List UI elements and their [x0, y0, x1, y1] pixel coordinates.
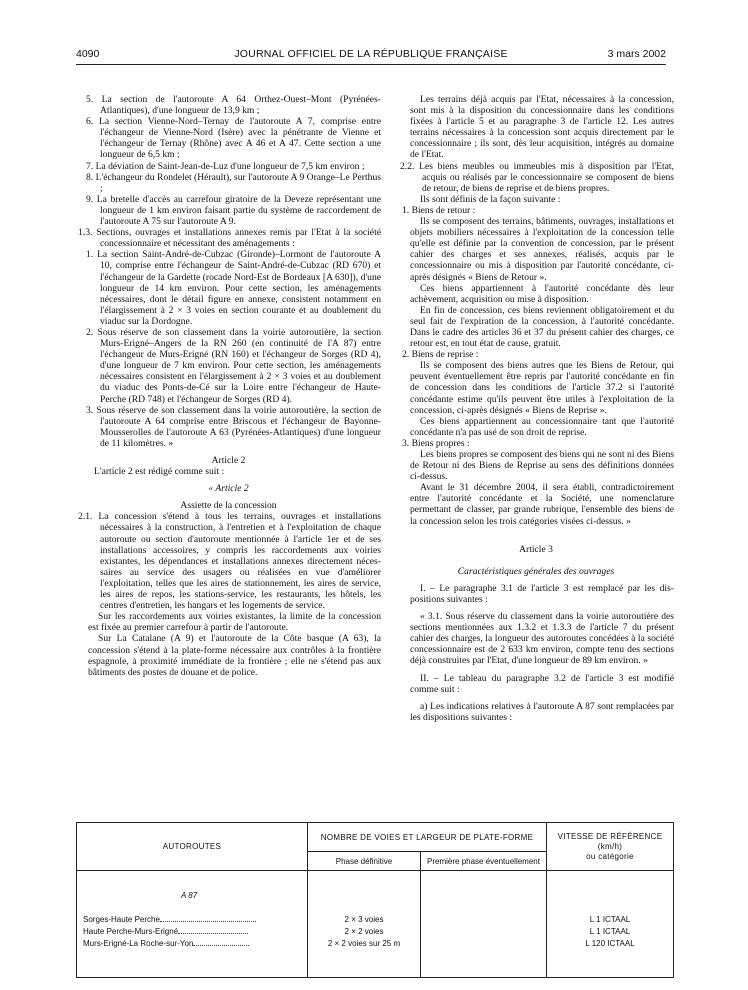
header-vitesse-title: VITESSE DE RÉFÉRENCE [557, 831, 663, 841]
paragraph: Ils se composent des biens autres que les Biens de Retour, qui peuvent éventuellement être repris par l'autorité concédante en fin de concession dans les conditions de l'article 37.2 si l'autorité concédante estime qu'ils peuvent être utiles à l'exploitation de la concession, ci-après désignés « Biens de Reprise ». [410, 360, 674, 416]
right-column [398, 94, 674, 723]
article-2-quote: « Article 2 [208, 483, 249, 495]
paragraph-2-2: 2.2. Les biens meubles ou immeubles mis à disposition par l'Etat, acquis ou réalisés par le concessionnaire se composent de biens de retour, de biens de reprise et de biens propres. [400, 160, 674, 194]
issue-date: 3 mars 2002 [607, 48, 666, 60]
header-phase-definitive: Phase définitive [308, 852, 421, 871]
list-item: 9. La bretelle d'accès au carrefour giratoire de la Deveze représentant une longueur de 1 km environ faisant partie du système de raccordement de l'autoroute A 75 sur l'autoroute A 9. [86, 193, 381, 228]
list-item: 1. La section Saint-André-de-Cubzac (Gironde)–Lormont de l'autoroute A 10, comprise entre l'échangeur de Saint-André-de-Cubzac (RD 670) et l'échangeur de la Gardette (rocade Nord-Est de Bordeaux [A 630]), d'une longueur de 14 km environ. Pour cette section, les aménagements nécessaires, dont le détail figure en annexe, consistent notamment en l'élargissement à 2 × 3 voies en section courante et au doublement du viaduc sur la Dordogne. [86, 249, 381, 327]
paragraph: a) Les indications relatives à l'autoroute A 87 sont remplacées par les dispositions suivantes : [410, 700, 674, 723]
row-vit-2: L 120 ICTAAL [585, 939, 635, 948]
paragraph: Ils sont définis de la façon suivante : [420, 193, 561, 205]
paragraph: « 3.1. Sous réserve du classement dans la voirie autoroutière des sections mentionnées aux 1.3.2 et 1.3.3 de l'article 7 du présent cahier des charges, la longueur des autoroutes concédées à la société concessionnaire est de 2 633 km environ, compte tenu des sections déjà construites par l'Etat, d'une longueur de 89 km environ. » [410, 611, 674, 667]
row-name-2: Murs-Erigné-La Roche-sur-Yon [83, 939, 194, 948]
paragraph: Ces biens appartiennent à l'autorité concédante dès leur achèvement, acquisition ou mise à disposition. [410, 282, 674, 305]
paragraph: Les biens propres se composent des biens qui ne sont ni des Biens de Retour ni des Biens de Reprise au sens des définitions données ci-dessus. [410, 449, 674, 483]
list-item: 6. La section Vienne-Nord–Ternay de l'autoroute A 7, comprise entre l'échangeur de Vienne-Nord (Isère) avec la pénétrante de Vienne et l'échangeur de Ternay (Rhône) avec A 46 et A 47. Cette section a une longueur de 6,5 km ; [86, 116, 381, 161]
page-number: 4090 [76, 48, 100, 60]
paragraph: Ces biens appartiennent au concessionnaire tant que l'autorité concédante n'a pas usé de son droit de reprise. [410, 415, 674, 438]
paragraph: II. – Le tableau du paragraphe 3.2 de l'article 3 est modifié comme suit : [410, 672, 674, 695]
header-vitesse-sub: ou catégorie [586, 851, 634, 861]
article-3-title: Caractéristiques générales des ouvrages [457, 565, 615, 577]
section-1-3: 1.3. Sections, ouvrages et installations annexes remis par l'Etat à la société concessionnaire et nécessitant des aménagements : [78, 227, 381, 250]
article-2-intro: L'article 2 est rédigé comme suit : [94, 466, 225, 478]
list-item: 2. Sous réserve de son classement dans la voirie autoroutière, la section Murs-Erigné–Angers de la RN 260 (en continuité de l'A 87) entre l'échangeur de Murs-Erigné (RN 160) et l'échangeur de Sorges (RD 4), d'une longueur de 7 km environ. Pour cette section, les aménagements nécessaires consistent en l'élargissement à 2 × 3 voies et au doublement du viaduc des Ponts-de-Cé sur la Loire entre l'échangeur de Haute-Perche (RD 748) et l'échangeur de Sorges (RD 4). [86, 326, 381, 405]
article-3-heading: Article 3 [519, 543, 553, 555]
row-vit-0: L 1 ICTAAL [589, 915, 631, 924]
list-item: 7. La déviation de Saint-Jean-de-Luz d'une longueur de 7,5 km environ ; [86, 160, 365, 172]
paragraph-2-1b: Sur les raccordements aux voiries existantes, la limite de la concession est fixée au premier carrefour à partir de l'autoroute. [88, 611, 381, 634]
biens-propres-label: 3. Biens propres : [402, 437, 470, 449]
row-def-2: 2 × 2 voies sur 25 m [327, 939, 401, 948]
header-voies: NOMBRE DE VOIES ET LARGEUR DE PLATE-FORME [308, 823, 547, 852]
row-def-1: 2 × 2 voies [344, 927, 384, 936]
paragraph: I. – Le paragraphe 3.1 de l'article 3 est remplacé par les dispositions suivantes : [410, 582, 674, 605]
paragraph: En fin de concession, ces biens reviennent obligatoirement et du seul fait de l'expiration de la concession, à l'autorité concédante. Dans le cadre des articles 36 et 37 du présent cahier des charges, ce retour est, en tout état de cause, gratuit. [410, 304, 674, 350]
biens-reprise-label: 2. Biens de reprise : [402, 349, 479, 361]
table-row-name [83, 915, 256, 924]
biens-retour-label: 1. Biens de retour : [402, 204, 476, 216]
table-row-name [83, 927, 248, 936]
paragraph: Avant le 31 décembre 2004, il sera établi, contradictoirement entre l'autorité concédante et la Société, une nomenclature permettant de classer, par grande rubrique, l'ensemble des biens de la concession selon les trois catégories visées ci-dessus. » [410, 482, 674, 527]
row-vit-1: L 1 ICTAAL [589, 927, 631, 936]
header-vitesse [547, 823, 674, 871]
paragraph-2-1c: Sur La Catalane (A 9) et l'autoroute de la Côte basque (A 63), la concession s'étend à la plate-forme nécessaire aux contrôles à la frontière espagnole, à proximité immédiate de la frontière ; elle ne s'étend pas aux bâtiments des postes de douane et de police. [88, 633, 381, 678]
left-column [76, 94, 381, 678]
article-2-title: Assiette de la concession [180, 500, 277, 512]
journal-title: JOURNAL OFFICIEL DE LA RÉPUBLIQUE FRANÇAISE [234, 48, 508, 60]
phase-definitive-cell [308, 871, 421, 978]
table-row-name [83, 939, 249, 948]
paragraph: Ils se composent des terrains, bâtiments, ouvrages, installations et objets mobiliers nécessaires à l'exploitation de la concession telle qu'elle est définie par la convention de concession, par le présent cahier des charges et ses annexes, réalisés, acquis par le concessionnaire ou mis à disposition par l'autorité concédante, ci-après désignés « Biens de Retour ». [410, 216, 674, 283]
header-premiere-phase: Première phase éventuellement [421, 852, 547, 871]
list-item: 8. L'échangeur du Rondelet (Hérault), sur l'autoroute A 9 Orange–Le Perthus ; [86, 171, 381, 194]
article-2-heading: Article 2 [211, 455, 246, 466]
paragraph-2-1: 2.1. La concession s'étend à tous les terrains, ouvrages et installations nécessaires à la construction, à l'entretien et à l'exploitation de chaque autoroute ou section d'autoroute mentionnée à l'article 1er et de ses installations accessoires, y compris les raccordements aux voiries existantes, les dépendances et installations annexes directement nécessaires au service des usagers ou réalisées en vue d'améliorer l'exploitation, telles que les aires de stationnement, les aires de service, les aires de repos, les stations-service, les restaurants, les hôtels, les centres d'entretien, les hangars et les logements de service. [78, 511, 381, 612]
paragraph: Les terrains déjà acquis par l'Etat, nécessaires à la concession, sont mis à la disposition du concessionnaire dans les conditions fixées à l'article 5 et au paragraphe 3 de l'article 12. Les autres terrains nécessaires à la concession sont acquis directement par le concessionnaire ; ils sont, dès leur acquisition, intégrés au domaine de l'Etat. [410, 94, 674, 161]
row-name-1: Haute Perche-Murs-Erigné [83, 927, 179, 936]
list-item: 3. Sous réserve de son classement dans la voirie autoroutière, la section de l'autoroute A 64 comprise entre Briscous et l'échangeur de Bayonne-Mousserolles de l'autoroute A 63 (Pyrénées-Atlantiques) d'une longueur de 11 kilomètres. » [86, 404, 381, 449]
row-name-0: Sorges-Haute Perche [83, 915, 160, 924]
header-vitesse-unit: (km/h) [597, 841, 623, 851]
autoroutes-cell [77, 871, 308, 978]
vitesse-cell [547, 871, 674, 978]
autoroutes-table [76, 822, 674, 978]
page-header [76, 48, 666, 64]
group-label: A 87 [181, 891, 198, 900]
row-def-0: 2 × 3 voies [344, 915, 384, 924]
list-item: 5. La section de l'autoroute A 64 Orthez-Ouest–Mont (Pyrénées-Atlantiques), d'une longueur de 13,9 km ; [86, 94, 381, 117]
header-rule [76, 64, 666, 65]
header-autoroutes: AUTOROUTES [77, 823, 308, 871]
premiere-phase-cell [421, 871, 547, 978]
